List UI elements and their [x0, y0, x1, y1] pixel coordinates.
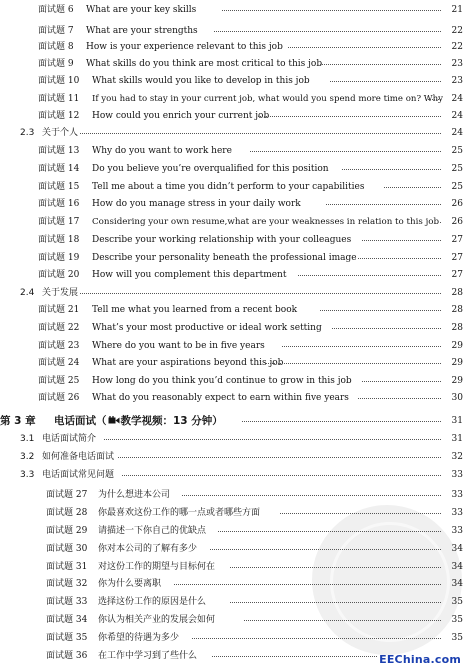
question-title: Tell me about a time you didn’t perform to your capabilities	[92, 182, 365, 192]
toc-entry[interactable]	[0, 488, 469, 502]
section-number: 3.1	[20, 434, 35, 444]
question-number: 面试题 32	[46, 579, 88, 589]
toc-entry[interactable]	[0, 631, 469, 645]
chapter-title-post: 教学视频：13 分钟）	[120, 415, 223, 427]
question-title: 对这份工作的期望与目标何在	[98, 562, 216, 572]
question-title: How long do you think you’d continue to grow in this job	[92, 376, 352, 386]
toc-entry[interactable]	[0, 356, 469, 370]
dot-leader	[118, 457, 441, 458]
section-number: 2.4	[20, 288, 35, 298]
page-number: 27	[451, 270, 463, 280]
page-number: 25	[451, 164, 463, 174]
question-number: 面试题 26	[38, 393, 80, 403]
question-number: 面试题 34	[46, 615, 88, 625]
dot-leader	[266, 363, 441, 364]
toc-entry[interactable]	[0, 391, 469, 405]
chapter-title-pre: 电话面试（	[54, 415, 107, 427]
question-number: 面试题 21	[38, 305, 80, 315]
question-title: What’s your most productive or ideal work setting	[92, 323, 322, 333]
toc-section-heading[interactable]	[0, 126, 469, 140]
question-title: Do you believe you’re overqualified for this position	[92, 164, 329, 174]
question-number: 面试题 25	[38, 376, 80, 386]
page-number: 29	[451, 376, 463, 386]
dot-leader	[80, 293, 441, 294]
section-title: 关于发展	[42, 288, 79, 298]
toc-entry[interactable]	[0, 374, 469, 388]
question-number: 面试题 22	[38, 323, 80, 333]
section-title: 电话面试常见问题	[42, 470, 115, 480]
question-title: 选择这份工作的原因是什么	[98, 597, 207, 607]
question-number: 面试题 15	[38, 182, 80, 192]
toc-entry[interactable]	[0, 92, 469, 106]
dot-leader	[332, 328, 441, 329]
dot-leader	[258, 116, 441, 117]
page-number: 28	[451, 305, 463, 315]
dot-leader	[358, 398, 441, 399]
page-number: 33	[451, 470, 463, 480]
dot-leader	[182, 495, 441, 496]
question-number: 面试题 20	[38, 270, 80, 280]
section-title: 如何准备电话面试	[42, 452, 115, 462]
question-number: 面试题 23	[38, 341, 80, 351]
question-title: How is your experience relevant to this job	[86, 42, 283, 52]
dot-leader	[358, 258, 441, 259]
section-title: 电话面试简介	[42, 434, 97, 444]
page-number: 23	[451, 59, 463, 69]
page-number: 29	[451, 358, 463, 368]
dot-leader	[320, 64, 441, 65]
question-title: How will you complement this department	[92, 270, 287, 280]
question-number: 面试题 18	[38, 235, 80, 245]
page-number: 35	[451, 597, 463, 607]
toc-entry[interactable]	[0, 144, 469, 158]
section-number: 2.3	[20, 128, 35, 138]
dot-leader	[362, 240, 441, 241]
toc-entry[interactable]	[0, 268, 469, 282]
toc-entry[interactable]	[0, 524, 469, 538]
toc-entry[interactable]	[0, 57, 469, 71]
question-title: 你最喜欢这份工作的哪一点或者哪些方面	[98, 508, 261, 518]
question-number: 面试题 36	[46, 651, 88, 661]
section-number: 3.2	[20, 452, 35, 462]
dot-leader	[280, 513, 441, 514]
question-title: Describe your personality beneath the professional image	[92, 253, 357, 263]
question-title: What are your strengths	[86, 26, 198, 36]
question-title: 你为什么要离职	[98, 579, 162, 589]
toc-entry[interactable]	[0, 109, 469, 123]
dot-leader	[210, 549, 441, 550]
toc-chapter-heading[interactable]	[0, 414, 469, 428]
page-number: 22	[451, 26, 463, 36]
dot-leader	[384, 187, 441, 188]
toc-entry[interactable]	[0, 24, 469, 38]
page-number: 22	[451, 42, 463, 52]
dot-leader	[104, 439, 441, 440]
page-number: 23	[451, 76, 463, 86]
dot-leader	[192, 638, 441, 639]
page-number: 25	[451, 146, 463, 156]
dot-leader	[242, 421, 441, 422]
page-number: 27	[451, 253, 463, 263]
question-title: How do you manage stress in your daily work	[92, 199, 301, 209]
question-title: 你认为相关产业的发展会如何	[98, 615, 216, 625]
question-number: 面试题 35	[46, 633, 88, 643]
page-number: 33	[451, 508, 463, 518]
page-number: 21	[451, 5, 463, 15]
toc-entry[interactable]	[0, 233, 469, 247]
dot-leader	[174, 584, 441, 585]
page-number: 31	[451, 416, 463, 426]
dot-leader	[212, 656, 377, 657]
page-number: 30	[451, 393, 463, 403]
toc-entry[interactable]	[0, 180, 469, 194]
page-number: 31	[451, 434, 463, 444]
question-number: 面试题 19	[38, 253, 80, 263]
dot-leader	[244, 620, 441, 621]
page-number: 24	[451, 94, 463, 104]
dot-leader	[230, 567, 441, 568]
toc-section-heading[interactable]	[0, 432, 469, 446]
toc-entry[interactable]	[0, 3, 469, 17]
question-number: 面试题 30	[46, 544, 88, 554]
toc-entry[interactable]	[0, 197, 469, 211]
question-title: What are your aspirations beyond this job	[92, 358, 284, 368]
page-number: 25	[451, 182, 463, 192]
question-title: What skills do you think are most critical to this job	[86, 59, 323, 69]
question-number: 面试题 9	[38, 59, 74, 69]
question-number: 面试题 16	[38, 199, 80, 209]
toc-entry[interactable]	[0, 321, 469, 335]
question-number: 面试题 10	[38, 76, 80, 86]
question-number: 面试题 31	[46, 562, 88, 572]
question-number: 面试题 12	[38, 111, 80, 121]
question-number: 面试题 33	[46, 597, 88, 607]
dot-leader	[80, 133, 441, 134]
toc-entry[interactable]	[0, 303, 469, 317]
question-title: 在工作中学习到了些什么	[98, 651, 198, 661]
toc-entry[interactable]	[0, 251, 469, 265]
page-number: 33	[451, 526, 463, 536]
question-number: 面试题 6	[38, 5, 74, 15]
dot-leader	[330, 81, 441, 82]
dot-leader	[440, 222, 441, 223]
page-number: 26	[451, 217, 463, 227]
page-number: 28	[451, 323, 463, 333]
question-number: 面试题 29	[46, 526, 88, 536]
dot-leader	[230, 602, 441, 603]
page-number: 26	[451, 199, 463, 209]
dot-leader	[288, 47, 441, 48]
toc-entry[interactable]	[0, 560, 469, 574]
question-number: 面试题 24	[38, 358, 80, 368]
question-number: 面试题 14	[38, 164, 80, 174]
section-number: 3.3	[20, 470, 35, 480]
dot-leader	[298, 275, 441, 276]
question-title: 你对本公司的了解有多少	[98, 544, 198, 554]
toc-entry[interactable]	[0, 595, 469, 609]
question-number: 面试题 8	[38, 42, 74, 52]
question-title: 你希望的待遇为多少	[98, 633, 180, 643]
toc-entry[interactable]	[0, 542, 469, 556]
question-number: 面试题 7	[38, 26, 74, 36]
question-title: What do you reasonably expect to earn within five years	[92, 393, 349, 403]
question-number: 面试题 11	[38, 94, 80, 104]
dot-leader	[222, 10, 441, 11]
question-title: Considering your own resume,what are your weaknesses in relation to this job	[92, 217, 440, 227]
question-number: 面试题 27	[46, 490, 88, 500]
watermark-brand-text: EEChina.com	[379, 653, 461, 666]
page-number: 34	[451, 544, 463, 554]
toc-section-heading[interactable]	[0, 468, 469, 482]
dot-leader	[250, 151, 441, 152]
page-number: 35	[451, 633, 463, 643]
page-number: 35	[451, 615, 463, 625]
dot-leader	[122, 475, 441, 476]
video-camera-icon	[108, 415, 120, 424]
dot-leader	[214, 31, 441, 32]
question-number: 面试题 13	[38, 146, 80, 156]
page-number: 29	[451, 341, 463, 351]
question-title: 为什么想进本公司	[98, 490, 171, 500]
dot-leader	[326, 204, 441, 205]
page-number: 33	[451, 490, 463, 500]
toc-entry[interactable]	[0, 162, 469, 176]
toc-entry[interactable]	[0, 577, 469, 591]
dot-leader	[218, 531, 441, 532]
chapter-title	[54, 414, 223, 428]
question-title: What skills would you like to develop in this job	[92, 76, 310, 86]
question-title: Describe your working relationship with your colleagues	[92, 235, 352, 245]
question-title: If you had to stay in your current job, what would you spend more time on? Why	[92, 94, 444, 104]
dot-leader	[282, 346, 441, 347]
page-number: 34	[451, 579, 463, 589]
page-number: 32	[451, 452, 463, 462]
dot-leader	[362, 381, 441, 382]
question-title: How could you enrich your current job	[92, 111, 270, 121]
toc-entry[interactable]	[0, 215, 469, 229]
dot-leader	[426, 99, 441, 100]
question-title: 请描述一下你自己的优缺点	[98, 526, 207, 536]
toc-entry[interactable]	[0, 613, 469, 627]
dot-leader	[342, 169, 441, 170]
toc-entry[interactable]	[0, 40, 469, 54]
toc-section-heading[interactable]	[0, 286, 469, 300]
question-title: Where do you want to be in five years	[92, 341, 265, 351]
question-title: What are your key skills	[86, 5, 197, 15]
toc-entry[interactable]	[0, 74, 469, 88]
question-number: 面试题 28	[46, 508, 88, 518]
page-number: 34	[451, 562, 463, 572]
toc-entry[interactable]	[0, 506, 469, 520]
toc-section-heading[interactable]	[0, 450, 469, 464]
page-number: 24	[451, 128, 463, 138]
dot-leader	[320, 310, 441, 311]
chapter-number: 第 3 章	[0, 415, 36, 427]
question-title: Tell me what you learned from a recent book	[92, 305, 298, 315]
toc-entry[interactable]	[0, 339, 469, 353]
page-number: 27	[451, 235, 463, 245]
page-number: 28	[451, 288, 463, 298]
section-title: 关于个人	[42, 128, 79, 138]
question-number: 面试题 17	[38, 217, 80, 227]
page-number: 24	[451, 111, 463, 121]
question-title: Why do you want to work here	[92, 146, 232, 156]
